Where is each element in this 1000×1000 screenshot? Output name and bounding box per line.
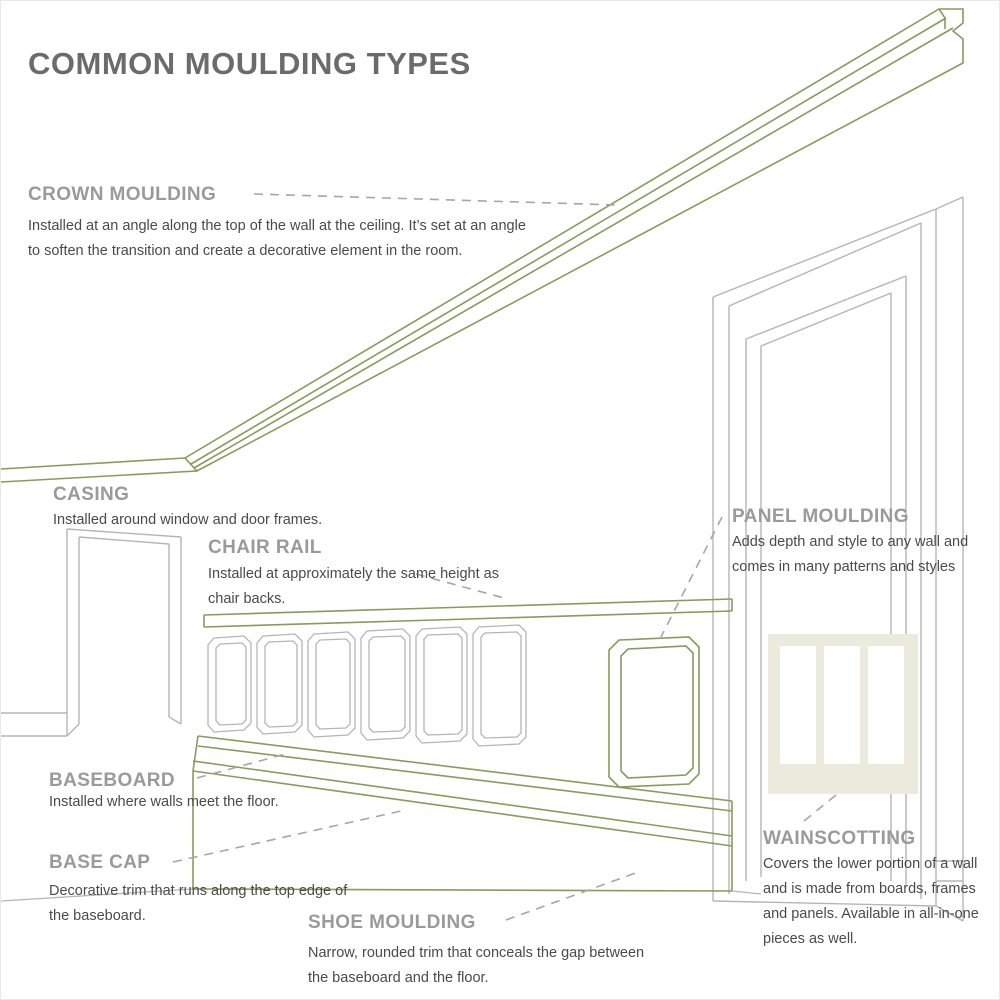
description-chair-rail: Installed at approximately the same height as chair backs. [208, 566, 499, 607]
casing-shape [1, 529, 181, 736]
description-crown-moulding: Installed at an angle along the top of the wall at the ceiling. It’s set at an angle to soften the transition and create a decorative element in the room. [28, 218, 526, 259]
description-panel-moulding: Adds depth and style to any wall and comes in many patterns and styles [732, 534, 969, 575]
label-wainscotting: WAINSCOTTING [763, 828, 916, 849]
label-crown-moulding: CROWN MOULDING [28, 184, 217, 205]
leader-shoe-moulding [506, 871, 641, 920]
label-base-cap: BASE CAP [49, 852, 151, 873]
leader-crown [254, 194, 618, 205]
label-casing: CASING [53, 484, 130, 505]
page-title: COMMON MOULDING TYPES [28, 46, 471, 81]
description-base-cap: Decorative trim that runs along the top edge of the baseboard. [49, 883, 348, 924]
wainscotting-shape [768, 634, 918, 794]
panel-moulding-highlight [609, 637, 699, 787]
room-illustration [1, 1, 1000, 1000]
description-shoe-moulding: Narrow, rounded trim that conceals the gap between the baseboard and the floor. [308, 945, 645, 986]
description-baseboard: Installed where walls meet the floor. [49, 794, 279, 810]
description-casing: Installed around window and door frames. [53, 512, 323, 528]
label-baseboard: BASEBOARD [49, 770, 176, 791]
label-shoe-moulding: SHOE MOULDING [308, 912, 476, 933]
description-wainscotting: Covers the lower portion of a wall and is made from boards, frames and panels. Available in all-in-one pieces as well. [763, 856, 979, 947]
leader-base-cap [173, 811, 401, 862]
leader-wainscotting [804, 791, 841, 821]
label-panel-moulding: PANEL MOULDING [732, 506, 909, 527]
panel-moulding-shapes [208, 625, 526, 746]
ceiling-line [1, 458, 197, 482]
label-chair-rail: CHAIR RAIL [208, 537, 322, 558]
